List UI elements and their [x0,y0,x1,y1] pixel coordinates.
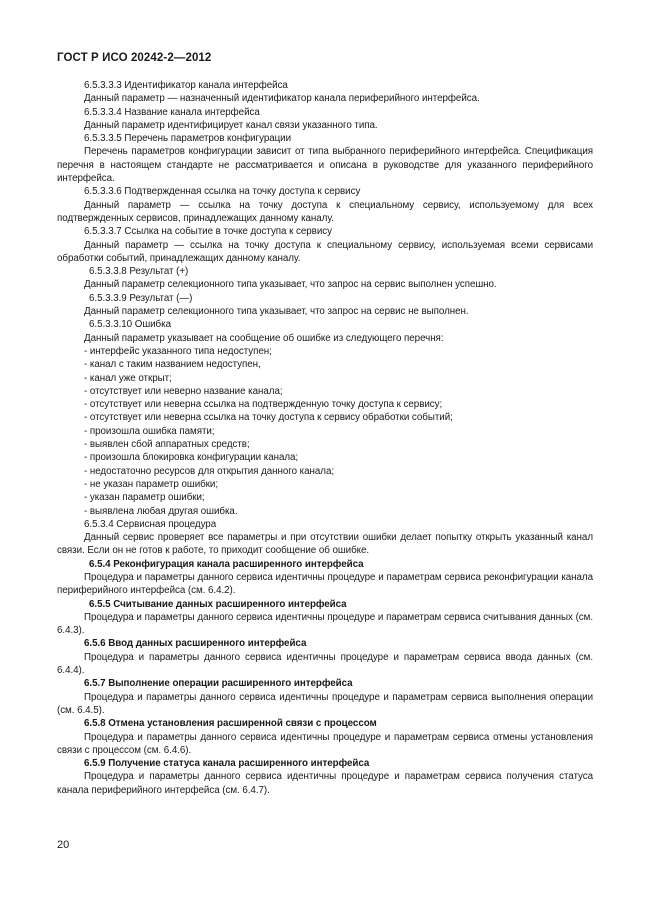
paragraph: Процедура и параметры данного сервиса идентичны процедуре и параметрам сервиса считывания данных (см. 6.4.3). [57,611,593,637]
section-heading: 6.5.7 Выполнение операции расширенного интерфейса [84,678,353,690]
page-number: 20 [57,839,70,851]
paragraph: Данный параметр — ссылка на точку доступа к специальному сервису, используемому для всех подтвержденных сервисов, принадлежащих данному каналу. [57,199,593,224]
paragraph: - канал уже открыт; [84,372,172,384]
paragraph: Перечень параметров конфигурации зависит от типа выбранного периферийного интерфейса. Спецификация перечня в настоящем стандарте не рассматривается и описана в руководстве для указанного периферийного интерфейса. [57,146,593,185]
paragraph: 6.5.3.3.9 Результат (—) [89,292,193,304]
paragraph: - не указан параметр ошибки; [84,478,219,490]
paragraph: - указан параметр ошибки; [84,492,205,504]
paragraph: Данный параметр — назначенный идентификатор канала периферийного интерфейса. [84,93,480,105]
paragraph: Данный параметр — ссылка на точку доступа к специальному сервису, используемая всеми сервисами обработки событий, принадлежащих данному каналу. [57,239,593,264]
paragraph: - выявлен сбой аппаратных средств; [84,439,250,451]
paragraph: 6.5.3.3.6 Подтвержденная ссылка на точку доступа к сервису [84,186,361,198]
paragraph: 6.5.3.3.7 Ссылка на событие в точке доступа к сервису [84,226,332,238]
paragraph: 6.5.3.3.5 Перечень параметров конфигурации [84,133,292,145]
paragraph: Процедура и параметры данного сервиса идентичны процедуре и параметрам сервиса отмены установления связи с процессом (см. 6.4.6). [57,731,593,756]
paragraph: Данный параметр указывает на сообщение об ошибке из следующего перечня: [84,332,444,344]
paragraph: - отсутствует или неверна ссылка на подтвержденную точку доступа к сервису; [84,399,443,411]
paragraph: - отсутствует или неверно название канала; [84,385,283,397]
paragraph: Данный сервис проверяет все параметры и при отсутствии ошибки делает попытку открыть указанный канал связи. Если он не готов к работе, то приходит сообщение об ошибке. [57,532,593,557]
document-header: ГОСТ Р ИСО 20242-2—2012 [57,52,212,64]
paragraph: - интерфейс указанного типа недоступен; [84,345,272,357]
section-heading: 6.5.4 Реконфигурация канала расширенного интерфейса [89,558,364,570]
paragraph: 6.5.3.3.8 Результат (+) [89,266,189,278]
section-heading: 6.5.8 Отмена установления расширенной связи с процессом [84,718,377,730]
paragraph: Процедура и параметры данного сервиса идентичны процедуре и параметрам сервиса получения статуса канала периферийного интерфейса (см. 6.4.7). [57,771,593,796]
paragraph: 6.5.3.3.10 Ошибка [89,319,171,331]
paragraph: Данный параметр селекционного типа указывает, что запрос на сервис не выполнен. [84,306,469,318]
paragraph: Данный параметр идентифицирует канал связи указанного типа. [84,119,378,131]
paragraph: 6.5.3.3.4 Название канала интерфейса [84,106,260,118]
paragraph: Данный параметр селекционного типа указывает, что запрос на сервис выполнен успешно. [84,279,497,291]
paragraph: - отсутствует или неверна ссылка на точку доступа к сервису обработки событий; [84,412,453,424]
paragraph: Процедура и параметры данного сервиса идентичны процедуре и параметрам сервиса выполнения операции (см. 6.4.5). [57,691,593,716]
paragraph: 6.5.3.4 Сервисная процедура [84,518,217,530]
paragraph: - недостаточно ресурсов для открытия данного канала; [84,465,335,477]
paragraph: Процедура и параметры данного сервиса идентичны процедуре и параметрам сервиса реконфигурации канала периферийного интерфейса (см. 6.4.2). [57,571,593,597]
section-heading: 6.5.9 Получение статуса канала расширенного интерфейса [84,758,370,770]
paragraph: - выявлена любая другая ошибка. [84,505,238,517]
paragraph: 6.5.3.3.3 Идентификатор канала интерфейса [84,80,288,91]
section-heading: 6.5.5 Считывание данных расширенного интерфейса [89,598,347,610]
paragraph: - произошла ошибка памяти; [84,425,215,437]
paragraph: - произошла блокировка конфигурации канала; [84,452,299,464]
paragraph: - канал с таким названием недоступен, [84,359,261,371]
document-body [57,79,593,797]
section-heading: 6.5.6 Ввод данных расширенного интерфейса [84,638,307,650]
paragraph: Процедура и параметры данного сервиса идентичны процедуре и параметрам сервиса ввода данных (см. 6.4.4). [57,651,593,677]
